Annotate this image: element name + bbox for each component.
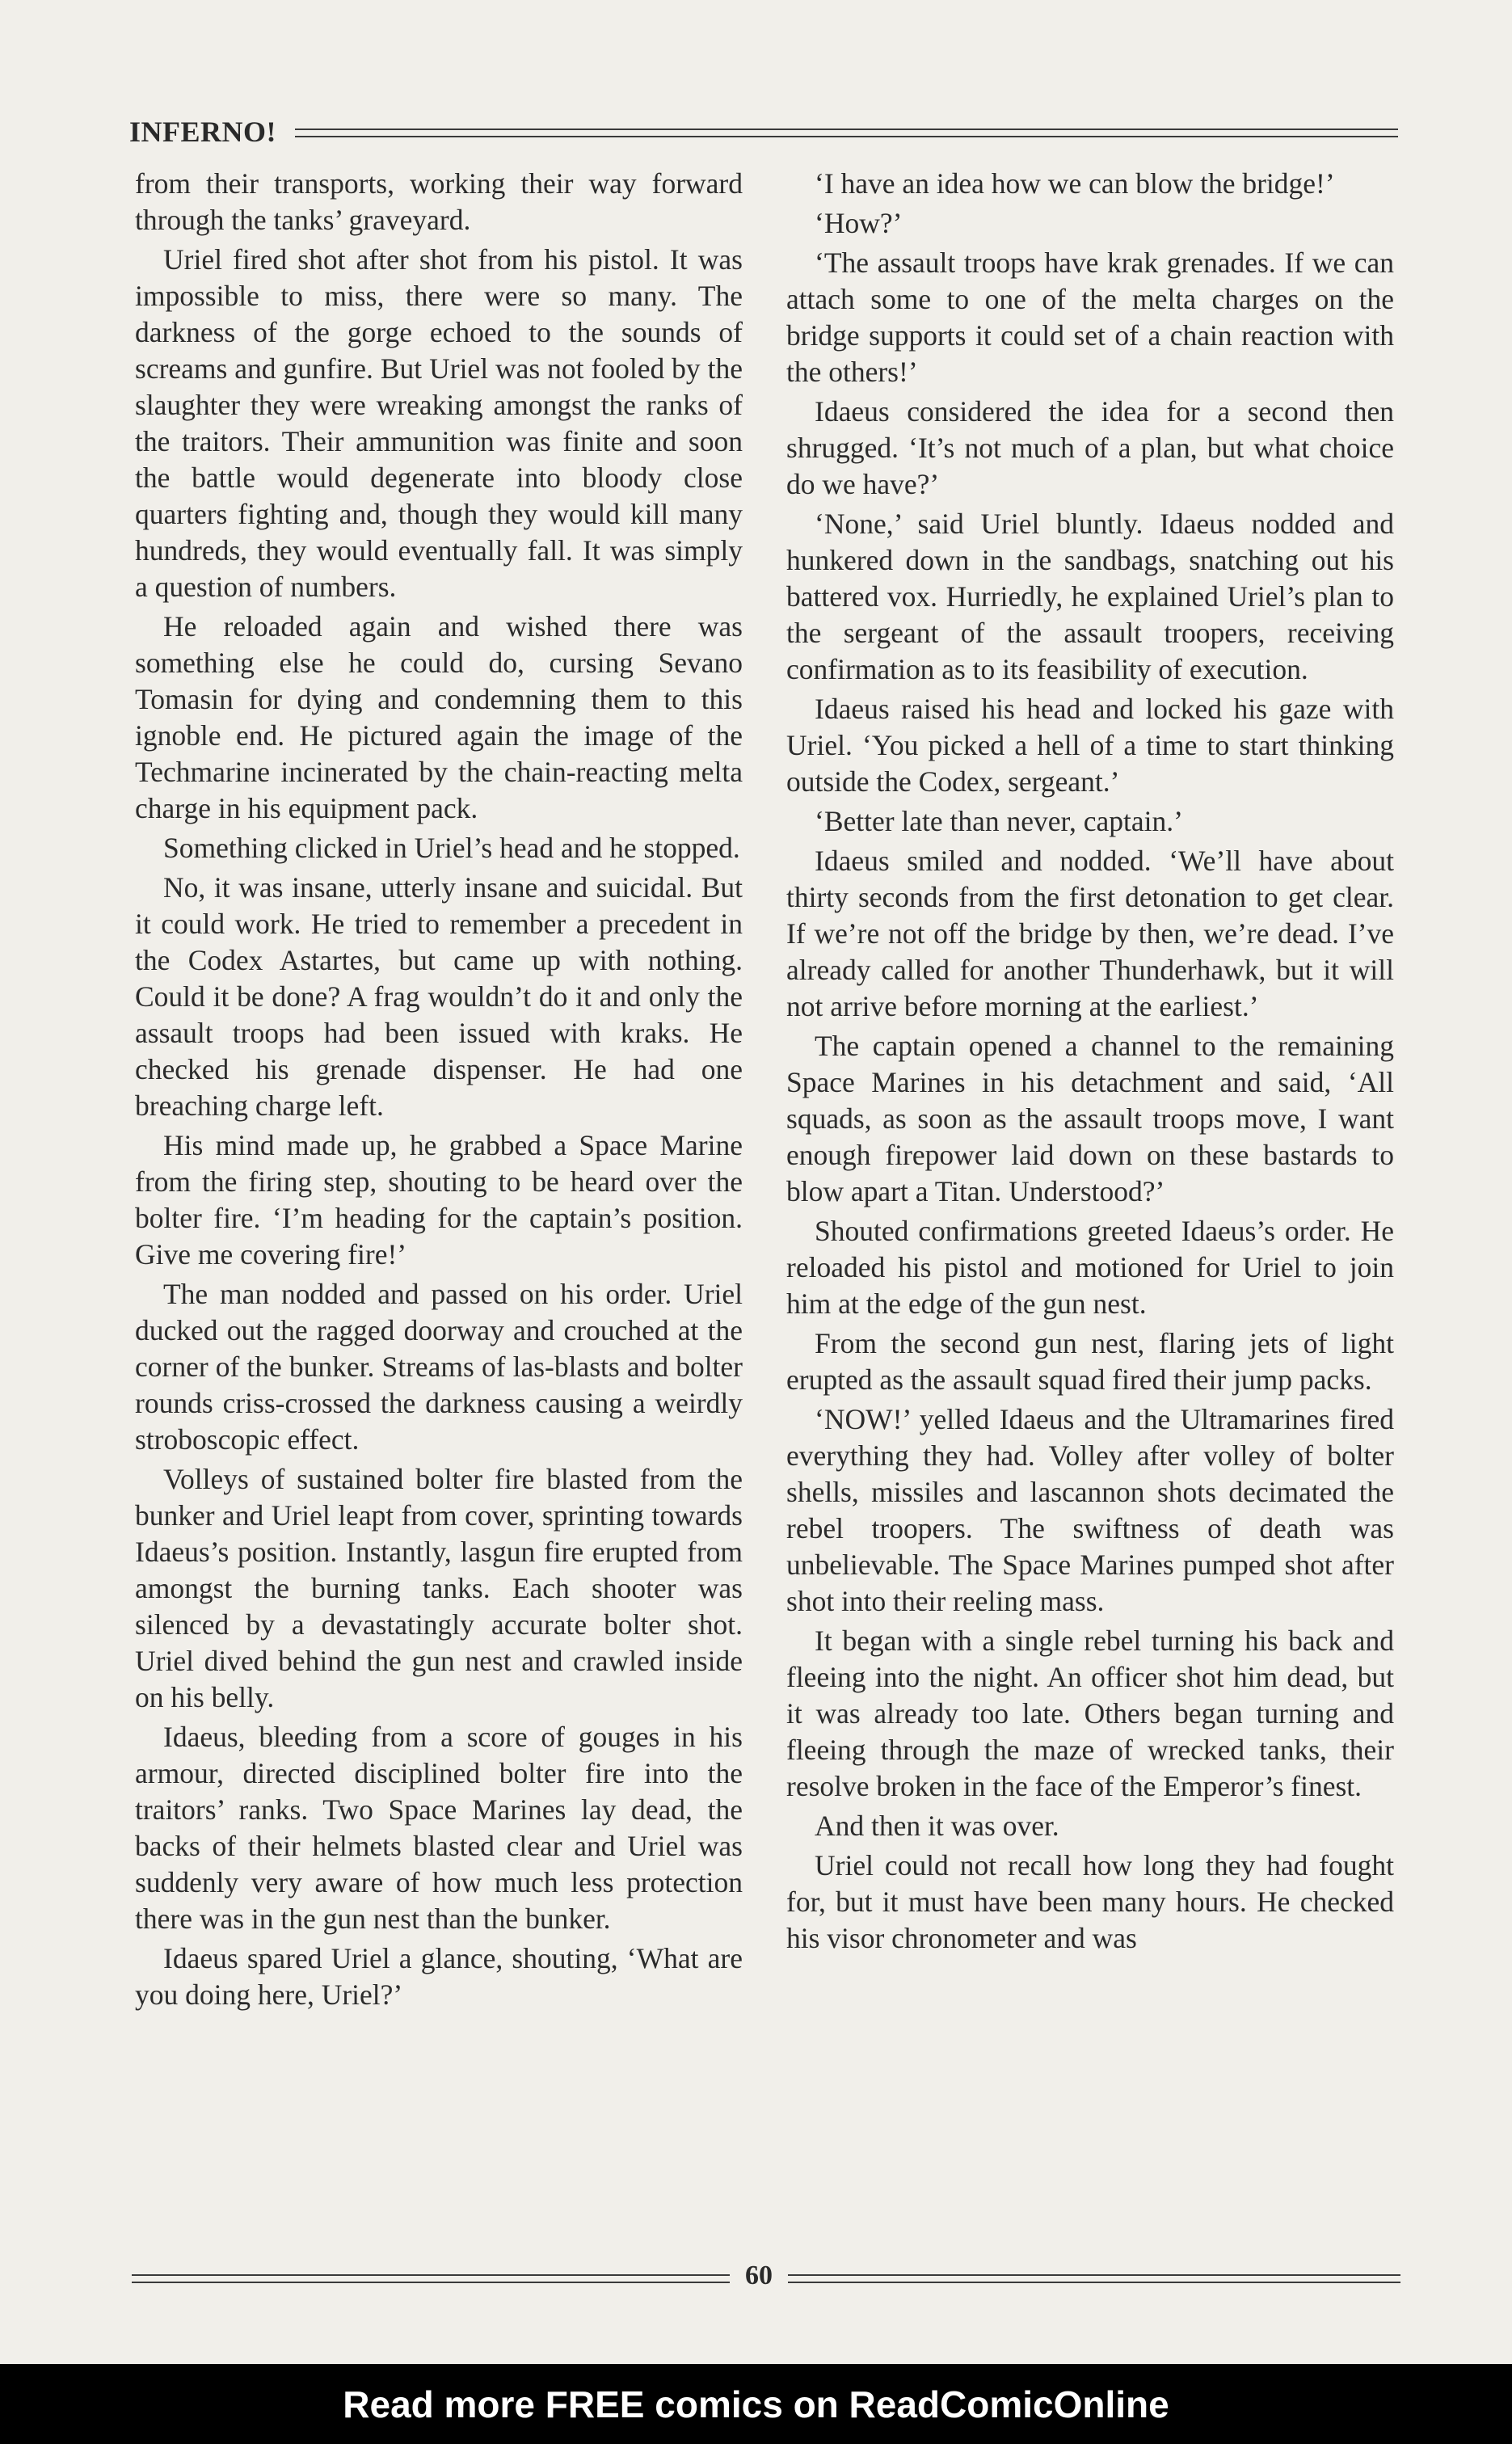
paragraph: Idaeus considered the idea for a second then shrugged. ‘It’s not much of a plan, but what choice do we have?’ [786, 395, 1394, 500]
paragraph: No, it was insane, utterly insane and suicidal. But it could work. He tried to remember a precedent in the Codex Astartes, but came up with nothing. Could it be done? A frag wouldn’t do it and only the assault troops had been issued with kraks. He checked his grenade dispenser. He had one breaching charge left. [135, 871, 743, 1122]
left-text-column [135, 166, 743, 2243]
paragraph: Idaeus smiled and nodded. ‘We’ll have about thirty seconds from the first detonation to get clear. If we’re not off the bridge by then, we’re dead. I’ve already called for another Thunderhawk, but it will not arrive before morning at the earliest.’ [786, 845, 1394, 1022]
paragraph: Idaeus, bleeding from a score of gouges in his armour, directed disciplined bolter fire into the traitors’ ranks. Two Space Marines lay dead, the backs of their helmets blasted clear and Uriel was suddenly very aware of how much less protection there was in the gun nest than the bunker. [135, 1721, 743, 1935]
paragraph: He reloaded again and wished there was something else he could do, cursing Sevano Tomasin for dying and condemning them to this ignoble end. He pictured again the image of the Techmarine incinerated by the chain-reacting melta charge in his equipment pack. [135, 610, 743, 824]
paragraph: Volleys of sustained bolter fire blasted from the bunker and Uriel leapt from cover, sprinting towards Idaeus’s position. Instantly, lasgun fire erupted from amongst the burning tanks. Each shooter was silenced by a devastatingly accurate bolter shot. Uriel dived behind the gun nest and crawled inside on his belly. [135, 1463, 743, 1713]
paragraph: Uriel fired shot after shot from his pistol. It was impossible to miss, there were so many. The darkness of the gorge echoed to the sounds of screams and gunfire. But Uriel was not fooled by the slaughter they were wreaking amongst the ranks of the traitors. Their ammunition was finite and soon the battle would degenerate into bloody close quarters fighting and, though they would kill many hundreds, they would eventually fall. It was simply a question of numbers. [135, 243, 743, 603]
paragraph: ‘Better late than never, captain.’ [815, 805, 1183, 837]
paragraph: The captain opened a channel to the remaining Space Marines in his detachment and said, ‘All squads, as soon as the assault troops move, I want enough firepower laid down on these bastards to blow apart a Titan. Understood?’ [786, 1030, 1394, 1207]
running-header [129, 115, 1398, 155]
paragraph: ‘I have an idea how we can blow the bridge!’ [815, 167, 1335, 200]
running-header-title: INFERNO! [129, 116, 276, 148]
paragraph: His mind made up, he grabbed a Space Marine from the firing step, shouting to be heard over the bolter fire. ‘I’m heading for the captain’s position. Give me covering fire!’ [135, 1129, 743, 1270]
paragraph: ‘None,’ said Uriel bluntly. Idaeus nodded and hunkered down in the sandbags, snatching out his battered vox. Hurriedly, he explained Uriel’s plan to the sergeant of the assault troopers, receiving confirmation as to its feasibility of execution. [786, 508, 1394, 685]
right-text-column [786, 166, 1394, 2243]
paragraph: Something clicked in Uriel’s head and he stopped. [163, 832, 740, 864]
paragraph: Idaeus spared Uriel a glance, shouting, ‘What are you doing here, Uriel?’ [135, 1942, 743, 2011]
paragraph: It began with a single rebel turning his back and fleeing into the night. An officer shot him dead, but it was already too late. Others began turning and fleeing through the maze of wrecked tanks, their resolve broken in the face of the Emperor’s finest. [786, 1624, 1394, 1802]
header-rule [295, 129, 1398, 130]
footer-rule-right [788, 2274, 1400, 2276]
footer-rule-left [132, 2274, 730, 2276]
paragraph: ‘How?’ [815, 207, 903, 239]
footer-rule-left [132, 2282, 730, 2283]
paragraph: From the second gun nest, flaring jets of light erupted as the assault squad fired their jump packs. [786, 1327, 1394, 1396]
promo-banner-text[interactable]: Read more FREE comics on ReadComicOnline [343, 2383, 1169, 2425]
page-footer [132, 2259, 1400, 2299]
footer-rule-right [788, 2282, 1400, 2283]
paragraph: Shouted confirmations greeted Idaeus’s order. He reloaded his pistol and motioned for Uriel to join him at the edge of the gun nest. [786, 1215, 1394, 1320]
promo-banner[interactable] [0, 2364, 1512, 2444]
paragraph: from their transports, working their way forward through the tanks’ graveyard. [135, 167, 743, 236]
paragraph: Uriel could not recall how long they had fought for, but it must have been many hours. He checked his visor chronometer and was [786, 1849, 1394, 1954]
paragraph: Idaeus raised his head and locked his gaze with Uriel. ‘You picked a hell of a time to start thinking outside the Codex, sergeant.’ [786, 693, 1394, 798]
paragraph: ‘The assault troops have krak grenades. If we can attach some to one of the melta charges on the bridge supports it could set of a chain reaction with the others!’ [786, 247, 1394, 388]
paragraph: And then it was over. [815, 1810, 1059, 1842]
header-rule [295, 136, 1398, 137]
page-number: 60 [745, 2261, 773, 2290]
paragraph: ‘NOW!’ yelled Idaeus and the Ultramarines fired everything they had. Volley after volley of bolter shells, missiles and lascannon shots decimated the rebel troopers. The swiftness of death was unbelievable. The Space Marines pumped shot after shot into their reeling mass. [786, 1403, 1394, 1617]
paragraph: The man nodded and passed on his order. Uriel ducked out the ragged doorway and crouched at the corner of the bunker. Streams of las-blasts and bolter rounds criss-crossed the darkness causing a weirdly stroboscopic effect. [135, 1278, 743, 1456]
